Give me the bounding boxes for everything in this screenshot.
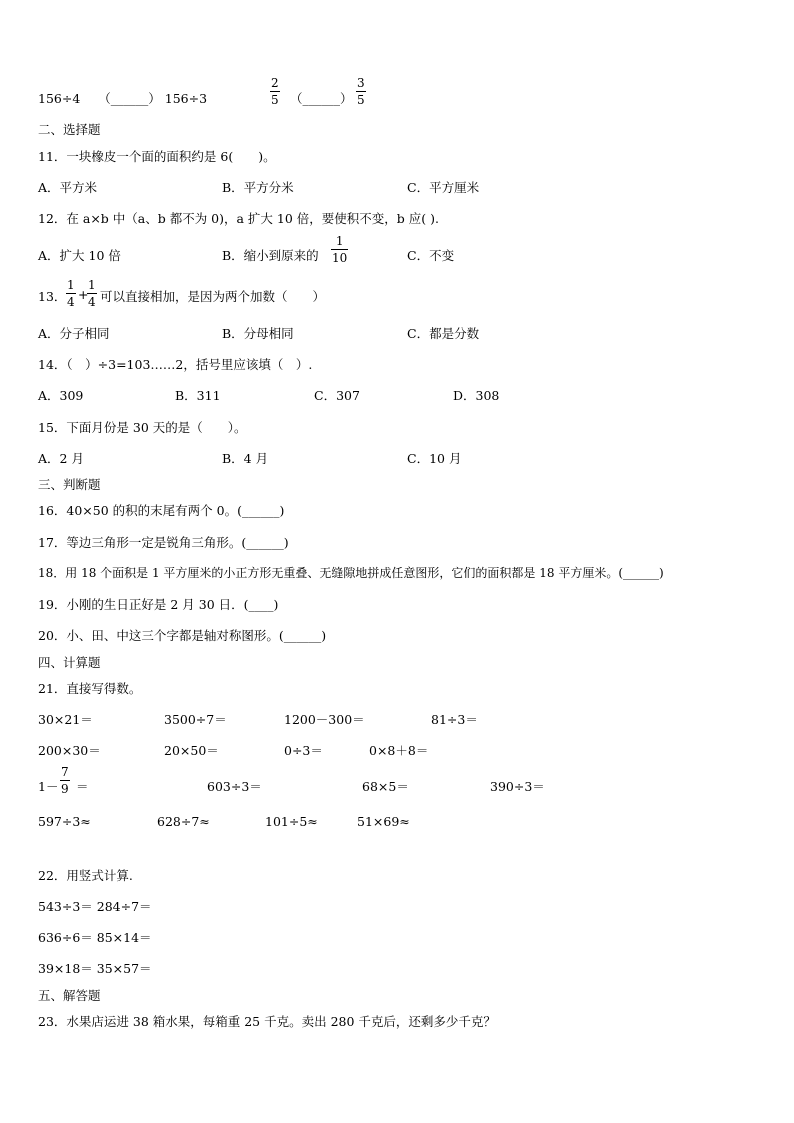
compare-right-expr: 156÷3 [164,91,208,106]
vertical-calc-row: 39×18＝ 35×57＝ [38,961,152,976]
plus-sign: + [78,287,89,302]
calc-item: 0÷3＝ [284,743,323,758]
question-20: 20．小、田、中这三个字都是轴对称图形。(______) [38,628,327,643]
answer-blank[interactable]: （______） [290,91,353,106]
option-d[interactable]: D．308 [453,388,500,403]
calc-item: 68×5＝ [362,779,409,794]
question-21: 21．直接写得数。 [38,681,142,696]
vertical-calc-row: 543÷3＝ 284÷7＝ [38,899,152,914]
question-23: 23．水果店运进 38 箱水果，每箱重 25 千克。卖出 280 千克后，还剩多少千克？ [38,1014,496,1029]
option-a[interactable]: A．2 月 [38,451,84,466]
answer-blank[interactable]: （______） [98,91,161,106]
fraction-2-5 [270,76,280,107]
calc-item: 390÷3＝ [490,779,545,794]
option-b[interactable] [222,246,319,264]
fraction-1-4 [66,278,76,309]
option-a[interactable]: A．平方米 [38,180,98,195]
section-heading-choice: 二、选择题 [38,122,101,137]
option-c[interactable]: C．平方厘米 [407,180,480,195]
numerator: 7 [61,765,69,779]
option-b[interactable]: B．分母相同 [222,326,294,341]
calc-item: 20×50＝ [164,743,219,758]
numerator: 2 [271,76,279,90]
question-22: 22．用竖式计算. [38,868,133,883]
option-c[interactable]: C．都是分数 [407,326,480,341]
question-17: 17．等边三角形一定是锐角三角形。(______) [38,535,289,550]
question-18: 18．用 18 个面积是 1 平方厘米的小正方形无重叠、无缝隙地拼成任意图形，它们的面积都是 18 平方厘米。(______) [38,566,664,580]
calc-item: 1200－300＝ [284,712,365,727]
numerator: 3 [357,76,365,90]
vertical-calc-row: 636÷6＝ 85×14＝ [38,930,152,945]
option-c[interactable]: C．307 [314,388,360,403]
question-12: 12．在 a×b 中（a、b 都不为 0)，a 扩大 10 倍，要使积不变，b 应( ). [38,211,439,226]
calc-item: 0×8＋8＝ [369,743,429,758]
section-heading-judge: 三、判断题 [38,477,101,492]
fraction-1-10 [331,234,348,265]
calc-item: 30×21＝ [38,712,93,727]
option-b[interactable]: B．平方分米 [222,180,294,195]
section-heading-calc: 四、计算题 [38,655,101,670]
compare-row-1 [38,89,207,107]
denominator: 10 [332,251,348,265]
question-16: 16．40×50 的积的末尾有两个 0。(______) [38,503,285,518]
option-c[interactable]: C．不变 [407,248,455,263]
question-13-prefix: 13． [38,289,67,304]
numerator: 1 [88,278,96,292]
calc-item-lead: 1－ [38,779,59,794]
question-14: 14．（ ）÷3=103……2，括号里应该填（ ）. [38,357,313,372]
question-15: 15．下面月份是 30 天的是（ ）。 [38,420,247,435]
option-b-label: B．缩小到原来的 [222,248,319,263]
option-b[interactable]: B．311 [175,388,221,403]
question-11: 11．一块橡皮一个面的面积约是 6( )。 [38,149,276,164]
denominator: 5 [271,93,279,107]
calc-item: 81÷3＝ [431,712,478,727]
option-a[interactable]: A．分子相同 [38,326,110,341]
denominator: 9 [61,782,69,796]
calc-item: 51×69≈ [357,814,410,829]
fraction-7-9 [60,765,70,796]
option-a[interactable]: A．扩大 10 倍 [38,248,121,263]
denominator: 4 [88,295,96,309]
option-c[interactable]: C．10 月 [407,451,462,466]
calc-item: 200×30＝ [38,743,101,758]
numerator: 1 [67,278,75,292]
denominator: 5 [357,93,365,107]
calc-item: 597÷3≈ [38,814,91,829]
calc-item: 101÷5≈ [265,814,318,829]
compare-left-expr: 156÷4 [38,91,81,106]
numerator: 1 [335,234,344,248]
denominator: 4 [67,295,75,309]
option-a[interactable]: A．309 [38,388,84,403]
calc-item: 628÷7≈ [157,814,210,829]
fraction-1-4 [87,278,97,309]
calc-item: 3500÷7＝ [164,712,227,727]
section-heading-solve: 五、解答题 [38,988,101,1003]
calc-item: 603÷3＝ [207,779,262,794]
question-13-text: 可以直接相加，是因为两个加数（ ） [100,289,326,304]
option-b[interactable]: B．4 月 [222,451,269,466]
question-19: 19．小刚的生日正好是 2 月 30 日．(____) [38,597,279,612]
equals-sign: ＝ [76,779,89,794]
fraction-3-5 [356,76,366,107]
